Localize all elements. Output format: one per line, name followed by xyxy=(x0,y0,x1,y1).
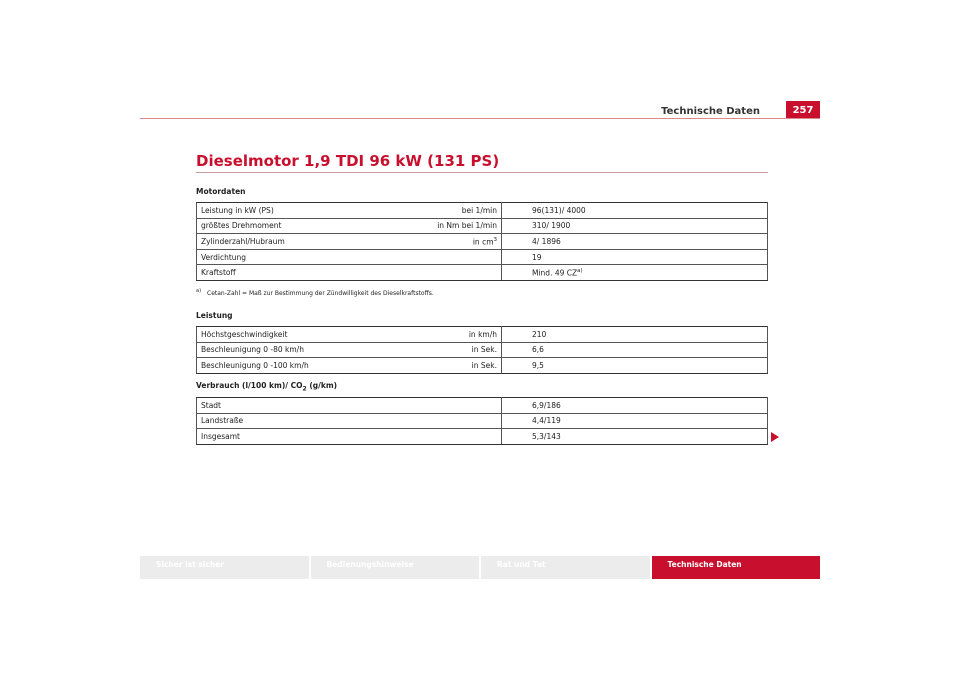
row-unit xyxy=(415,249,502,265)
row-unit xyxy=(415,429,502,445)
row-label: Leistung in kW (PS) xyxy=(197,203,416,219)
row-label: größtes Drehmoment xyxy=(197,218,416,234)
leistung-heading: Leistung xyxy=(196,311,233,320)
table-row xyxy=(197,413,768,429)
row-label: Kraftstoff xyxy=(197,265,416,281)
unit-text: in cm xyxy=(472,237,494,247)
row-value: 4,4/119 xyxy=(502,413,768,429)
row-value: 6,6 xyxy=(502,342,768,358)
row-unit: in km/h xyxy=(415,327,502,343)
unit-superscript: 3 xyxy=(493,236,497,243)
footer-tab-technische-daten[interactable]: Technische Daten xyxy=(652,556,821,579)
header-section-title: Technische Daten xyxy=(661,106,760,117)
row-label: Stadt xyxy=(197,398,416,414)
table-row xyxy=(197,218,768,234)
value-text: Mind. 49 CZ xyxy=(532,268,578,278)
row-unit: bei 1/min xyxy=(415,203,502,219)
row-unit: in Sek. xyxy=(415,342,502,358)
table-row xyxy=(197,249,768,265)
verbrauch-heading xyxy=(196,381,337,393)
row-label: Zylinderzahl/Hubraum xyxy=(197,234,416,250)
title-rule xyxy=(196,172,768,173)
row-value: 4/ 1896 xyxy=(502,234,768,250)
table-row xyxy=(197,327,768,343)
row-label: Höchstgeschwindigkeit xyxy=(197,327,416,343)
table-row xyxy=(197,342,768,358)
table-row xyxy=(197,203,768,219)
row-value: 96(131)/ 4000 xyxy=(502,203,768,219)
next-page-arrow-icon[interactable] xyxy=(771,432,779,442)
motordaten-heading: Motordaten xyxy=(196,187,246,196)
row-label: Insgesamt xyxy=(197,429,416,445)
table-row xyxy=(197,429,768,445)
footnote xyxy=(196,288,434,297)
motordaten-table xyxy=(196,202,768,281)
row-value: 19 xyxy=(502,249,768,265)
row-unit xyxy=(415,265,502,281)
row-value: 6,9/186 xyxy=(502,398,768,414)
verbrauch-table xyxy=(196,397,768,445)
page-title: Dieselmotor 1,9 TDI 96 kW (131 PS) xyxy=(196,152,500,170)
row-label: Landstraße xyxy=(197,413,416,429)
row-value xyxy=(502,265,768,281)
row-label: Verdichtung xyxy=(197,249,416,265)
table-row xyxy=(197,398,768,414)
row-unit: in Sek. xyxy=(415,358,502,374)
table-row xyxy=(197,265,768,281)
row-value: 5,3/143 xyxy=(502,429,768,445)
row-unit xyxy=(415,398,502,414)
verbrauch-heading-tail: (g/km) xyxy=(306,381,338,390)
table-row xyxy=(197,358,768,374)
footnote-marker: a) xyxy=(577,267,583,274)
footnote-text: Cetan-Zahl = Maß zur Bestimmung der Zündwilligkeit des Dieselkraftstoffs. xyxy=(207,290,434,297)
verbrauch-heading-main: Verbrauch (l/100 km)/ CO xyxy=(196,381,303,390)
row-value: 210 xyxy=(502,327,768,343)
row-value: 310/ 1900 xyxy=(502,218,768,234)
page-number: 257 xyxy=(786,101,820,119)
footer-tab-sicher-ist-sicher[interactable]: Sicher ist sicher xyxy=(140,556,309,579)
footer-tab-bedienungshinweise[interactable]: Bedienungshinweise xyxy=(311,556,480,579)
row-unit xyxy=(415,413,502,429)
table-row xyxy=(197,234,768,250)
header-rule xyxy=(140,118,820,119)
footnote-marker: a) xyxy=(196,288,202,294)
footer-nav xyxy=(140,556,820,579)
row-label: Beschleunigung 0 -100 km/h xyxy=(197,358,416,374)
row-value: 9,5 xyxy=(502,358,768,374)
row-unit xyxy=(415,234,502,250)
verbrauch-heading-subscript: 2 xyxy=(302,385,307,393)
footer-tab-rat-und-tat[interactable]: Rat und Tat xyxy=(481,556,650,579)
row-unit: in Nm bei 1/min xyxy=(415,218,502,234)
row-label: Beschleunigung 0 -80 km/h xyxy=(197,342,416,358)
leistung-table xyxy=(196,326,768,374)
